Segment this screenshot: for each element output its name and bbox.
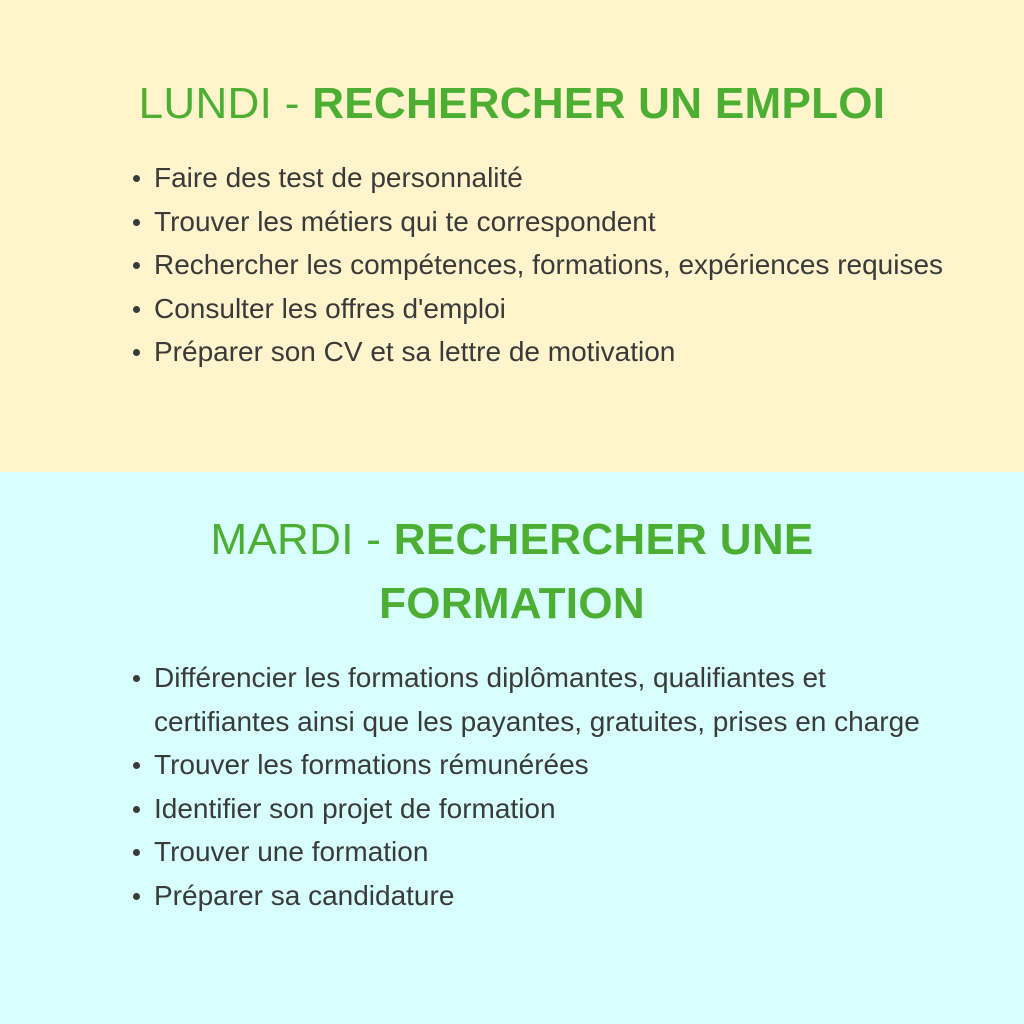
lundi-heading xyxy=(0,72,1024,136)
list-item: Identifier son projet de formation xyxy=(154,787,954,831)
mardi-task-list xyxy=(130,656,954,917)
lundi-day: LUNDI xyxy=(138,79,273,128)
list-item: Préparer sa candidature xyxy=(154,874,954,918)
mardi-title: RECHERCHER UNE FORMATION xyxy=(379,515,814,628)
list-item: Trouver les formations rémunérées xyxy=(154,743,954,787)
list-item: Trouver les métiers qui te correspondent xyxy=(154,200,954,244)
section-mardi xyxy=(0,472,1024,1024)
lundi-task-list xyxy=(130,156,954,374)
section-lundi xyxy=(0,0,1024,472)
lundi-separator: - xyxy=(272,79,313,128)
list-item: Rechercher les compétences, formations, expériences requises xyxy=(154,243,954,287)
list-item: Préparer son CV et sa lettre de motivation xyxy=(154,330,954,374)
list-item: Trouver une formation xyxy=(154,830,954,874)
list-item: Consulter les offres d'emploi xyxy=(154,287,954,331)
lundi-title: RECHERCHER UN EMPLOI xyxy=(312,79,886,128)
mardi-separator: - xyxy=(353,515,394,564)
mardi-day: MARDI xyxy=(210,515,354,564)
list-item: Faire des test de personnalité xyxy=(154,156,954,200)
list-item: Différencier les formations diplômantes, qualifiantes et certifiantes ainsi que les payantes, gratuites, prises en charge xyxy=(154,656,954,743)
mardi-heading xyxy=(150,508,874,636)
